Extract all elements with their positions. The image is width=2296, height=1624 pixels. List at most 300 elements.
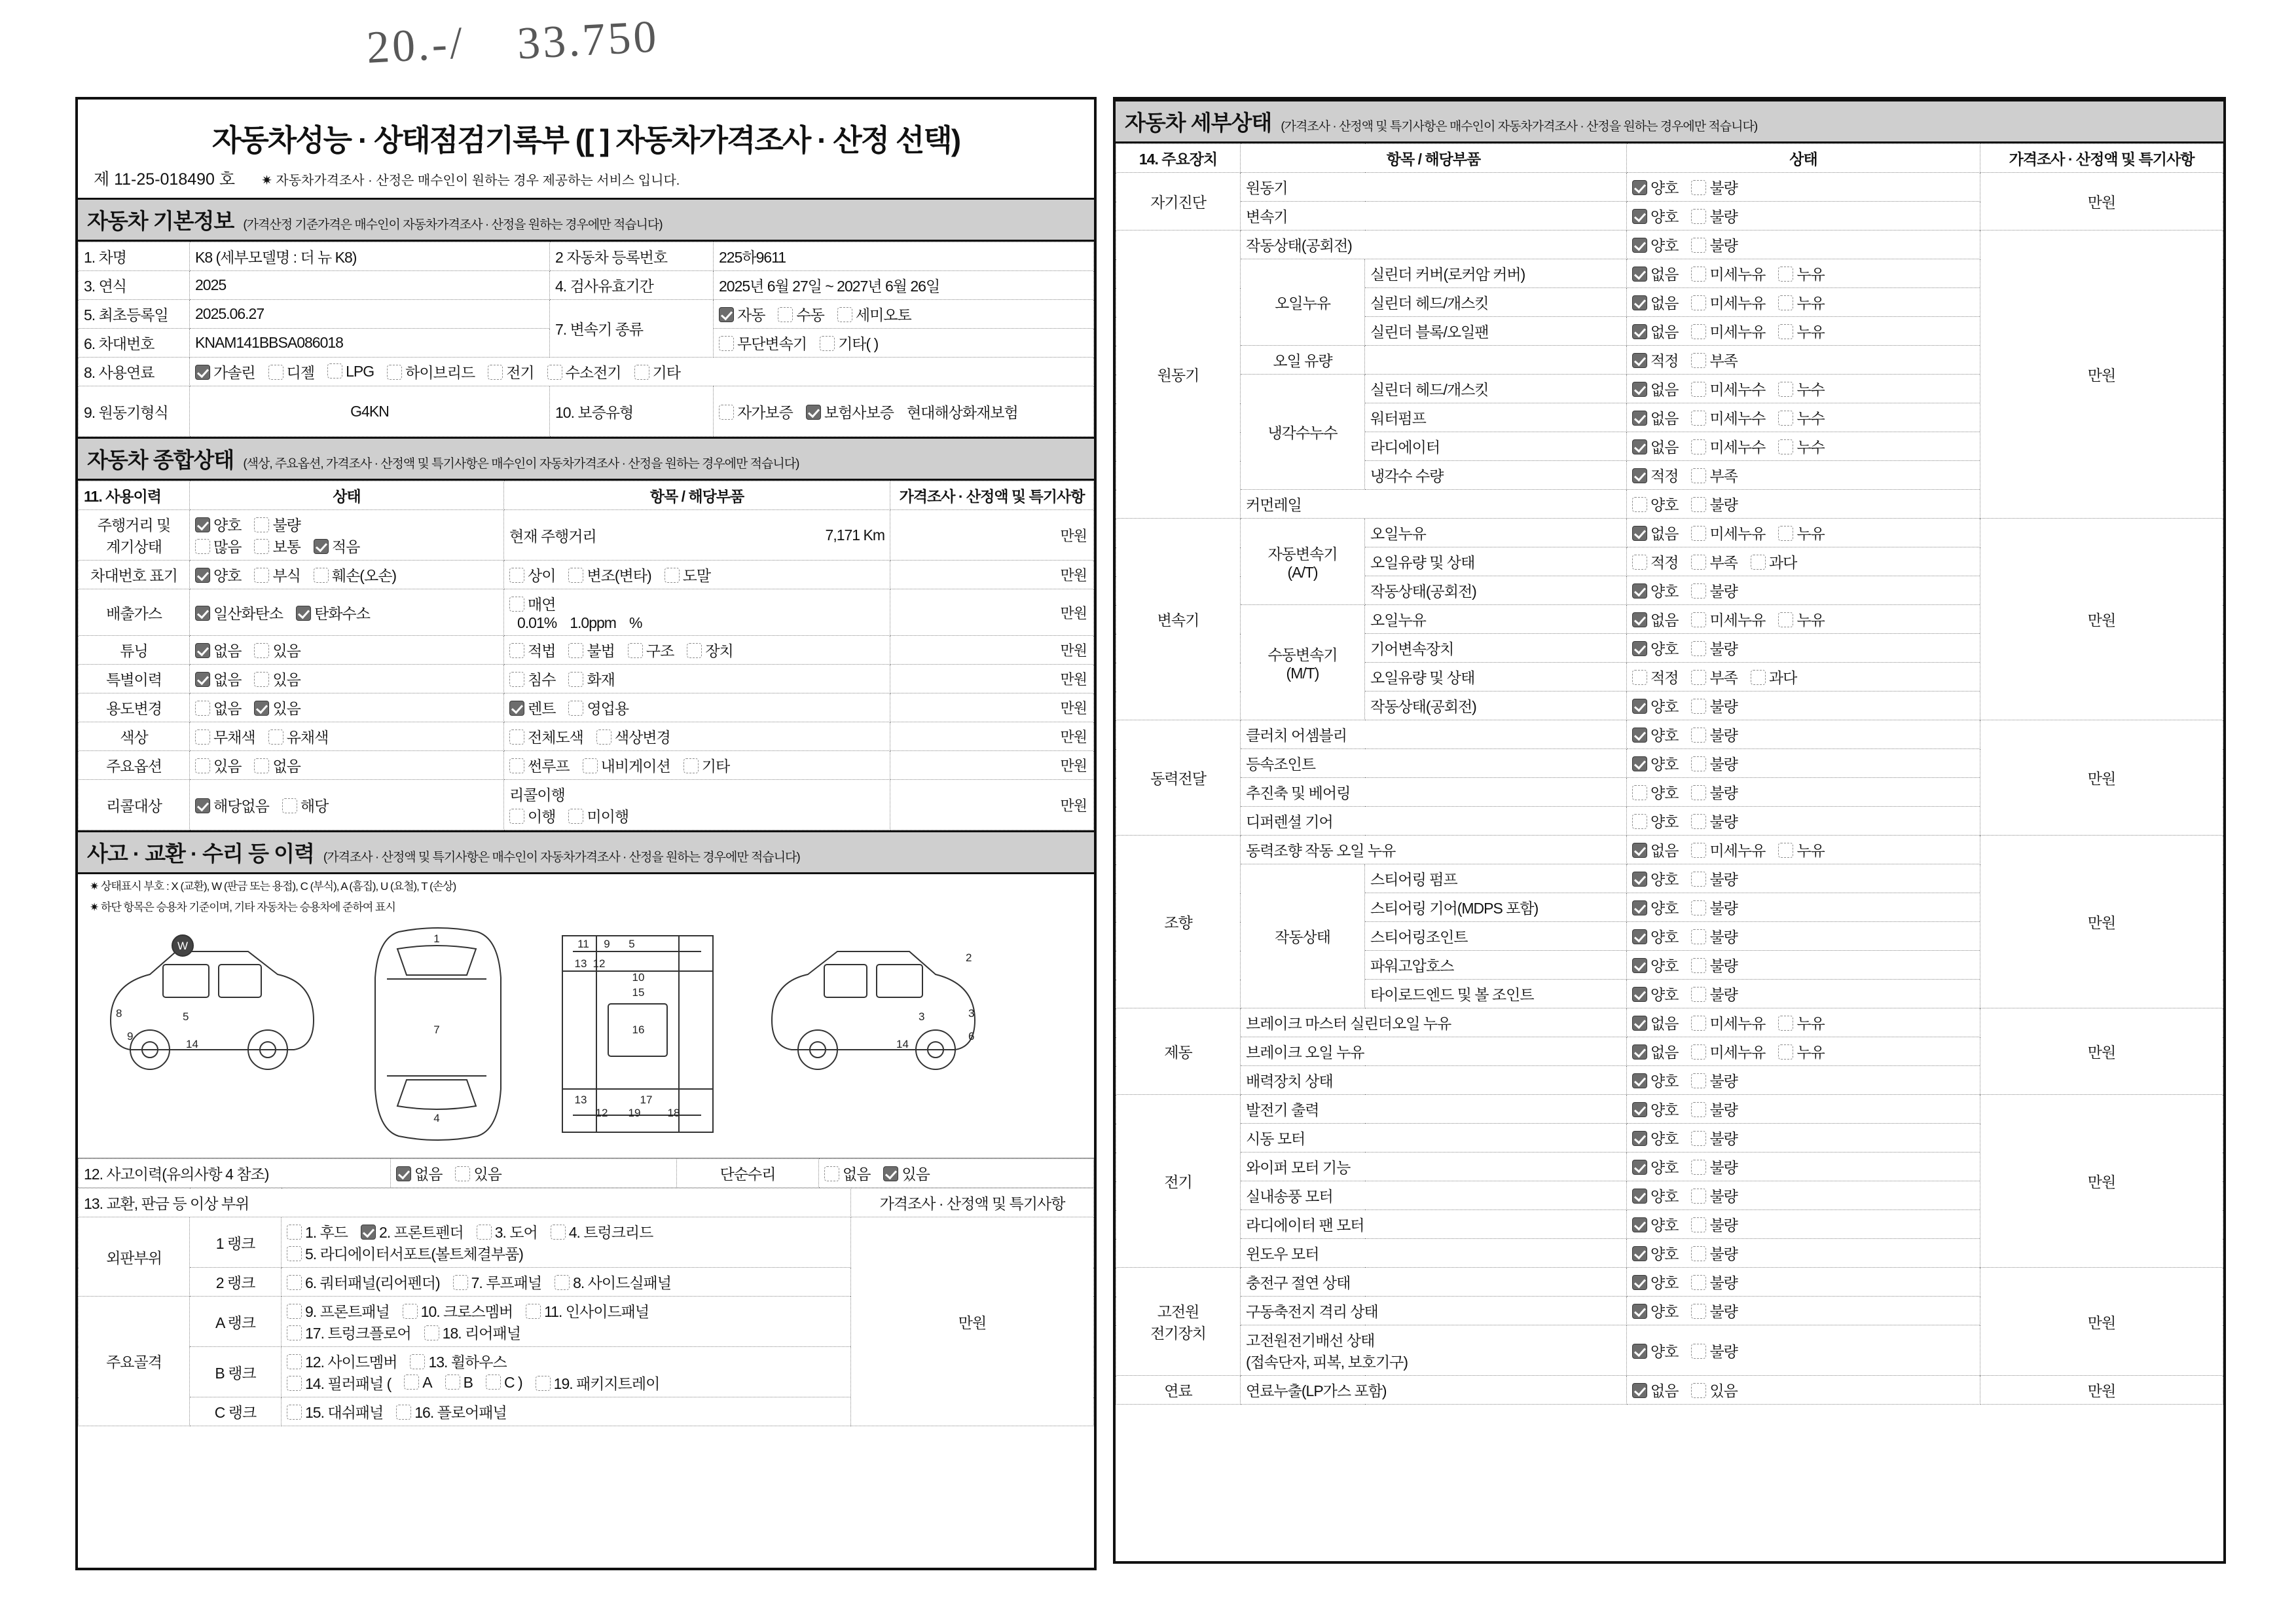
- fuel-전기[interactable]: 전기: [488, 361, 534, 382]
- part-트렁크플로어[interactable]: 17. 트렁크플로어: [287, 1321, 411, 1343]
- detail-state-options[interactable]: [1627, 547, 1980, 576]
- overall-row-state[interactable]: [190, 751, 504, 780]
- detail-state-options[interactable]: [1627, 519, 1980, 547]
- checkbox[interactable]: [254, 701, 269, 716]
- state-있음[interactable]: 있음: [254, 697, 300, 718]
- detail-state-options[interactable]: [1627, 202, 1980, 231]
- checkbox[interactable]: [1632, 1016, 1647, 1031]
- checkbox[interactable]: [683, 758, 699, 773]
- part-플로어패널[interactable]: 16. 플로어패널: [396, 1401, 506, 1422]
- state-없음[interactable]: 없음: [195, 668, 241, 690]
- overall-row-item[interactable]: [504, 780, 890, 830]
- checkbox[interactable]: [1691, 1383, 1706, 1398]
- checkbox[interactable]: [665, 568, 680, 583]
- detail-state-양호[interactable]: 양호: [1632, 781, 1678, 803]
- state-유채색[interactable]: 유채색: [268, 726, 329, 747]
- checkbox[interactable]: [1691, 1016, 1706, 1031]
- checkbox[interactable]: [824, 1166, 839, 1181]
- checkbox[interactable]: [1691, 1246, 1706, 1261]
- detail-state-options[interactable]: [1627, 1268, 1980, 1297]
- checkbox[interactable]: [195, 365, 210, 380]
- checkbox[interactable]: [287, 1405, 302, 1420]
- checkbox[interactable]: [195, 539, 210, 554]
- detail-state-미세누유[interactable]: 미세누유: [1691, 1041, 1765, 1062]
- checkbox[interactable]: [254, 672, 269, 687]
- checkbox[interactable]: [287, 1354, 302, 1369]
- detail-state-적정[interactable]: 적정: [1632, 551, 1678, 572]
- checkbox[interactable]: [1751, 555, 1766, 570]
- detail-state-양호[interactable]: 양호: [1632, 1271, 1678, 1293]
- checkbox[interactable]: [1778, 324, 1793, 339]
- checkbox[interactable]: [1632, 843, 1647, 858]
- checkbox[interactable]: [509, 701, 524, 716]
- simple-repair-있음[interactable]: 있음: [883, 1162, 929, 1184]
- checkbox[interactable]: [1691, 1102, 1706, 1117]
- detail-state-options[interactable]: [1627, 1325, 1980, 1376]
- part-사이드실패널[interactable]: 8. 사이드실패널: [555, 1271, 671, 1293]
- warranty-보험사보증[interactable]: 보험사보증: [806, 401, 894, 422]
- detail-state-누유[interactable]: 누유: [1778, 263, 1824, 284]
- checkbox[interactable]: [1691, 1344, 1706, 1359]
- detail-state-양호[interactable]: 양호: [1632, 234, 1678, 255]
- overall-row-state[interactable]: [190, 693, 504, 722]
- checkbox[interactable]: [254, 758, 269, 773]
- detail-state-options[interactable]: [1627, 1181, 1980, 1210]
- overall-row-item[interactable]: [504, 510, 890, 561]
- checkbox[interactable]: [1632, 785, 1647, 800]
- fuel-가솔린[interactable]: 가솔린: [195, 361, 255, 382]
- checkbox[interactable]: [1632, 324, 1647, 339]
- detail-state-양호[interactable]: 양호: [1632, 205, 1678, 227]
- checkbox[interactable]: [1691, 728, 1706, 743]
- checkbox[interactable]: [1632, 1383, 1647, 1398]
- detail-state-options[interactable]: [1627, 836, 1980, 864]
- checkbox[interactable]: [1691, 526, 1706, 541]
- checkbox[interactable]: [1691, 929, 1706, 944]
- part-쿼터패널리어펜더[interactable]: 6. 쿼터패널(리어펜더): [287, 1271, 440, 1293]
- checkbox[interactable]: [1778, 1044, 1793, 1060]
- checkbox[interactable]: [1691, 497, 1706, 512]
- state-많음[interactable]: 많음: [195, 535, 241, 557]
- checkbox[interactable]: [634, 365, 649, 380]
- checkbox[interactable]: [410, 1354, 425, 1369]
- detail-state-불량[interactable]: 불량: [1691, 1213, 1737, 1235]
- detail-state-누유[interactable]: 누유: [1778, 608, 1824, 630]
- detail-state-없음[interactable]: 없음: [1632, 839, 1678, 860]
- state-해당없음[interactable]: 해당없음: [195, 794, 269, 816]
- detail-state-불량[interactable]: 불량: [1691, 954, 1737, 976]
- detail-state-options[interactable]: [1627, 749, 1980, 778]
- checkbox[interactable]: [396, 1166, 411, 1181]
- detail-state-불량[interactable]: 불량: [1691, 176, 1737, 198]
- detail-state-미세누유[interactable]: 미세누유: [1691, 608, 1765, 630]
- checkbox[interactable]: [1632, 526, 1647, 541]
- detail-state-options[interactable]: [1627, 922, 1980, 951]
- checkbox[interactable]: [1632, 382, 1647, 397]
- checkbox[interactable]: [1632, 295, 1647, 310]
- checkbox[interactable]: [361, 1225, 376, 1240]
- overall-row-state[interactable]: [190, 722, 504, 751]
- detail-state-불량[interactable]: 불량: [1691, 724, 1737, 745]
- detail-state-과다[interactable]: 과다: [1751, 551, 1796, 572]
- overall-row-item[interactable]: [504, 589, 890, 636]
- fuel-수소전기[interactable]: 수소전기: [547, 361, 621, 382]
- checkbox[interactable]: [526, 1304, 541, 1319]
- checkbox[interactable]: [1691, 1217, 1706, 1232]
- detail-state-options[interactable]: [1627, 778, 1980, 807]
- detail-state-적정[interactable]: 적정: [1632, 666, 1678, 688]
- checkbox[interactable]: [568, 701, 583, 716]
- item-불법[interactable]: 불법: [568, 639, 614, 661]
- checkbox[interactable]: [254, 568, 269, 583]
- detail-state-불량[interactable]: 불량: [1691, 896, 1737, 918]
- checkbox[interactable]: [488, 365, 503, 380]
- item-미이행[interactable]: 미이행: [568, 805, 629, 826]
- detail-state-누유[interactable]: 누유: [1778, 291, 1824, 313]
- checkbox[interactable]: [1632, 180, 1647, 195]
- checkbox[interactable]: [1632, 814, 1647, 829]
- detail-state-options[interactable]: [1627, 231, 1980, 259]
- checkbox[interactable]: [1778, 526, 1793, 541]
- checkbox[interactable]: [477, 1225, 492, 1240]
- checkbox[interactable]: [1632, 468, 1647, 483]
- checkbox[interactable]: [195, 758, 210, 773]
- detail-state-options[interactable]: [1627, 634, 1980, 663]
- checkbox[interactable]: [1632, 900, 1647, 915]
- state-있음[interactable]: 있음: [254, 668, 300, 690]
- detail-state-양호[interactable]: 양호: [1632, 752, 1678, 774]
- detail-state-options[interactable]: [1627, 1095, 1980, 1124]
- part-휠하우스[interactable]: 13. 휠하우스: [410, 1350, 506, 1372]
- detail-state-불량[interactable]: 불량: [1691, 493, 1737, 515]
- checkbox[interactable]: [195, 701, 210, 716]
- part-C[interactable]: C ): [486, 1374, 522, 1392]
- transmission-options-row2[interactable]: [714, 329, 1094, 358]
- checkbox[interactable]: [778, 307, 793, 322]
- checkbox[interactable]: [453, 1275, 468, 1290]
- checkbox[interactable]: [1691, 843, 1706, 858]
- detail-state-options[interactable]: [1627, 807, 1980, 836]
- checkbox[interactable]: [509, 729, 524, 745]
- detail-state-불량[interactable]: 불량: [1691, 1242, 1737, 1264]
- detail-state-options[interactable]: [1627, 259, 1980, 288]
- detail-state-options[interactable]: [1627, 432, 1980, 461]
- detail-state-미세누유[interactable]: 미세누유: [1691, 263, 1765, 284]
- exchange-parts[interactable]: [282, 1397, 851, 1426]
- detail-state-과다[interactable]: 과다: [1751, 666, 1796, 688]
- checkbox[interactable]: [1778, 295, 1793, 310]
- state-양호[interactable]: 양호: [195, 564, 241, 585]
- detail-state-불량[interactable]: 불량: [1691, 234, 1737, 255]
- detail-state-options[interactable]: [1627, 576, 1980, 605]
- detail-state-없음[interactable]: 없음: [1632, 378, 1678, 399]
- checkbox[interactable]: [568, 809, 583, 824]
- exchange-parts[interactable]: [282, 1347, 851, 1397]
- checkbox[interactable]: [282, 798, 297, 813]
- part-리어패널[interactable]: 18. 리어패널: [424, 1321, 520, 1343]
- checkbox[interactable]: [583, 758, 598, 773]
- checkbox[interactable]: [1691, 468, 1706, 483]
- checkbox[interactable]: [1691, 209, 1706, 224]
- state-해당[interactable]: 해당: [282, 794, 328, 816]
- item-상이[interactable]: 상이: [509, 564, 555, 585]
- checkbox[interactable]: [555, 1275, 570, 1290]
- checkbox[interactable]: [1632, 1189, 1647, 1204]
- detail-state-적정[interactable]: 적정: [1632, 464, 1678, 486]
- detail-state-없음[interactable]: 없음: [1632, 522, 1678, 544]
- checkbox[interactable]: [1632, 670, 1647, 685]
- detail-state-양호[interactable]: 양호: [1632, 810, 1678, 832]
- accident-있음[interactable]: 있음: [455, 1162, 501, 1184]
- checkbox[interactable]: [1691, 670, 1706, 685]
- checkbox[interactable]: [1691, 267, 1706, 282]
- checkbox[interactable]: [387, 365, 402, 380]
- checkbox[interactable]: [1691, 1304, 1706, 1319]
- checkbox[interactable]: [1632, 353, 1647, 368]
- detail-state-불량[interactable]: 불량: [1691, 1098, 1737, 1120]
- item-구조[interactable]: 구조: [628, 639, 674, 661]
- detail-state-양호[interactable]: 양호: [1632, 695, 1678, 716]
- state-탄화수소[interactable]: 탄화수소: [296, 602, 370, 623]
- detail-state-없음[interactable]: 없음: [1632, 407, 1678, 428]
- checkbox[interactable]: [1691, 900, 1706, 915]
- checkbox[interactable]: [1632, 267, 1647, 282]
- detail-state-양호[interactable]: 양호: [1632, 580, 1678, 601]
- checkbox[interactable]: [1691, 785, 1706, 800]
- checkbox[interactable]: [509, 672, 524, 687]
- detail-state-양호[interactable]: 양호: [1632, 1213, 1678, 1235]
- detail-state-불량[interactable]: 불량: [1691, 580, 1737, 601]
- detail-state-누수[interactable]: 누수: [1778, 435, 1824, 457]
- detail-state-없음[interactable]: 없음: [1632, 1379, 1678, 1401]
- detail-state-누유[interactable]: 누유: [1778, 522, 1824, 544]
- checkbox[interactable]: [1691, 324, 1706, 339]
- checkbox[interactable]: [806, 405, 821, 420]
- checkbox[interactable]: [1778, 1016, 1793, 1031]
- detail-state-불량[interactable]: 불량: [1691, 1069, 1737, 1091]
- detail-state-options[interactable]: [1627, 720, 1980, 749]
- detail-state-options[interactable]: [1627, 605, 1980, 634]
- exchange-parts[interactable]: [282, 1297, 851, 1347]
- detail-state-불량[interactable]: 불량: [1691, 810, 1737, 832]
- fuel-options[interactable]: [190, 358, 1094, 386]
- detail-state-options[interactable]: [1627, 1210, 1980, 1239]
- checkbox[interactable]: [1691, 1044, 1706, 1060]
- detail-state-options[interactable]: [1627, 375, 1980, 403]
- checkbox[interactable]: [254, 539, 269, 554]
- detail-state-options[interactable]: [1627, 173, 1980, 202]
- checkbox[interactable]: [268, 729, 283, 745]
- checkbox[interactable]: [268, 365, 283, 380]
- warranty-options[interactable]: [714, 386, 1130, 436]
- exchange-parts[interactable]: [282, 1268, 851, 1297]
- detail-state-양호[interactable]: 양호: [1632, 868, 1678, 889]
- detail-state-양호[interactable]: 양호: [1632, 1340, 1678, 1361]
- overall-row-state[interactable]: [190, 510, 504, 561]
- checkbox[interactable]: [536, 1376, 551, 1391]
- checkbox[interactable]: [1691, 583, 1706, 599]
- checkbox[interactable]: [254, 517, 269, 532]
- part-루프패널[interactable]: 7. 루프패널: [453, 1271, 541, 1293]
- checkbox[interactable]: [1691, 238, 1706, 253]
- detail-state-options[interactable]: [1627, 1239, 1980, 1268]
- part-후드[interactable]: 1. 후드: [287, 1221, 348, 1242]
- detail-state-options[interactable]: [1627, 893, 1980, 922]
- detail-state-적정[interactable]: 적정: [1632, 349, 1678, 371]
- warranty-자가보증[interactable]: 자가보증: [719, 401, 793, 422]
- detail-state-불량[interactable]: 불량: [1691, 925, 1737, 947]
- state-부식[interactable]: 부식: [254, 564, 300, 585]
- checkbox[interactable]: [287, 1225, 302, 1240]
- item-영업용[interactable]: 영업용: [568, 697, 629, 718]
- checkbox[interactable]: [195, 606, 210, 621]
- checkbox[interactable]: [1691, 1073, 1706, 1088]
- simple-repair-없음[interactable]: 없음: [824, 1162, 870, 1184]
- checkbox[interactable]: [195, 672, 210, 687]
- checkbox[interactable]: [195, 643, 210, 658]
- checkbox[interactable]: [596, 729, 611, 745]
- detail-state-불량[interactable]: 불량: [1691, 1185, 1737, 1206]
- fuel-하이브리드[interactable]: 하이브리드: [387, 361, 475, 382]
- detail-state-불량[interactable]: 불량: [1691, 205, 1737, 227]
- detail-state-불량[interactable]: 불량: [1691, 868, 1737, 889]
- item-매연[interactable]: 매연: [509, 593, 555, 614]
- part-프론트펜더[interactable]: 2. 프론트펜더: [361, 1221, 464, 1242]
- checkbox[interactable]: [1778, 382, 1793, 397]
- detail-state-양호[interactable]: 양호: [1632, 1156, 1678, 1177]
- detail-state-options[interactable]: [1627, 288, 1980, 317]
- transmission-수동[interactable]: 수동: [778, 303, 824, 325]
- detail-state-불량[interactable]: 불량: [1691, 1300, 1737, 1321]
- detail-state-누수[interactable]: 누수: [1778, 407, 1824, 428]
- overall-row-item[interactable]: [504, 693, 890, 722]
- detail-state-양호[interactable]: 양호: [1632, 1127, 1678, 1149]
- checkbox[interactable]: [1632, 699, 1647, 714]
- item-내비게이션[interactable]: 내비게이션: [583, 754, 670, 776]
- item-기타[interactable]: 기타: [683, 754, 729, 776]
- checkbox[interactable]: [509, 758, 524, 773]
- checkbox[interactable]: [1691, 1131, 1706, 1146]
- detail-state-양호[interactable]: 양호: [1632, 637, 1678, 659]
- checkbox[interactable]: [1632, 756, 1647, 771]
- detail-state-options[interactable]: [1627, 461, 1980, 490]
- checkbox[interactable]: [1691, 1189, 1706, 1204]
- detail-state-없음[interactable]: 없음: [1632, 263, 1678, 284]
- detail-state-없음[interactable]: 없음: [1632, 1041, 1678, 1062]
- checkbox[interactable]: [1691, 987, 1706, 1002]
- checkbox[interactable]: [455, 1166, 470, 1181]
- checkbox[interactable]: [1632, 497, 1647, 512]
- checkbox[interactable]: [719, 336, 734, 351]
- checkbox[interactable]: [1778, 612, 1793, 627]
- detail-state-불량[interactable]: 불량: [1691, 983, 1737, 1005]
- item-침수[interactable]: 침수: [509, 668, 555, 690]
- checkbox[interactable]: [1632, 641, 1647, 656]
- overall-row-state[interactable]: [190, 589, 504, 636]
- detail-state-미세누유[interactable]: 미세누유: [1691, 1012, 1765, 1033]
- checkbox[interactable]: [296, 606, 311, 621]
- detail-state-options[interactable]: [1627, 1153, 1980, 1181]
- checkbox[interactable]: [1778, 439, 1793, 454]
- item-적법[interactable]: 적법: [509, 639, 555, 661]
- checkbox[interactable]: [1632, 1131, 1647, 1146]
- checkbox[interactable]: [551, 1225, 566, 1240]
- checkbox[interactable]: [719, 307, 734, 322]
- item-도말[interactable]: 도말: [665, 564, 710, 585]
- checkbox[interactable]: [1691, 1160, 1706, 1175]
- checkbox[interactable]: [1691, 641, 1706, 656]
- detail-state-누유[interactable]: 누유: [1778, 1012, 1824, 1033]
- state-없음[interactable]: 없음: [254, 754, 300, 776]
- detail-state-없음[interactable]: 없음: [1632, 291, 1678, 313]
- simple-repair-options[interactable]: [819, 1159, 1094, 1188]
- detail-state-누수[interactable]: 누수: [1778, 378, 1824, 399]
- detail-state-options[interactable]: [1627, 1376, 1980, 1405]
- checkbox[interactable]: [1691, 295, 1706, 310]
- checkbox[interactable]: [1691, 382, 1706, 397]
- fuel-디젤[interactable]: 디젤: [268, 361, 314, 382]
- detail-state-누유[interactable]: 누유: [1778, 839, 1824, 860]
- detail-state-미세누유[interactable]: 미세누유: [1691, 320, 1765, 342]
- checkbox[interactable]: [1691, 756, 1706, 771]
- overall-row-state[interactable]: [190, 561, 504, 589]
- detail-state-미세누수[interactable]: 미세누수: [1691, 407, 1765, 428]
- checkbox[interactable]: [1691, 353, 1706, 368]
- checkbox[interactable]: [195, 568, 210, 583]
- checkbox[interactable]: [327, 363, 342, 378]
- detail-state-불량[interactable]: 불량: [1691, 1271, 1737, 1293]
- accident-없음[interactable]: 없음: [396, 1162, 442, 1184]
- detail-state-누유[interactable]: 누유: [1778, 320, 1824, 342]
- checkbox[interactable]: [509, 568, 524, 583]
- state-있음[interactable]: 있음: [195, 754, 241, 776]
- detail-state-양호[interactable]: 양호: [1632, 724, 1678, 745]
- checkbox[interactable]: [287, 1325, 302, 1340]
- item-색상변경[interactable]: 색상변경: [596, 726, 670, 747]
- checkbox[interactable]: [1632, 1217, 1647, 1232]
- part-사이드멤버[interactable]: 12. 사이드멤버: [287, 1350, 397, 1372]
- transmission-무단변속기[interactable]: 무단변속기: [719, 332, 807, 354]
- checkbox[interactable]: [195, 729, 210, 745]
- overall-row-item[interactable]: [504, 636, 890, 665]
- detail-state-options[interactable]: [1627, 403, 1980, 432]
- checkbox[interactable]: [287, 1376, 302, 1391]
- checkbox[interactable]: [1778, 843, 1793, 858]
- detail-state-미세누유[interactable]: 미세누유: [1691, 291, 1765, 313]
- detail-state-불량[interactable]: 불량: [1691, 781, 1737, 803]
- detail-state-미세누수[interactable]: 미세누수: [1691, 378, 1765, 399]
- checkbox[interactable]: [396, 1405, 411, 1420]
- checkbox[interactable]: [628, 643, 643, 658]
- state-적음[interactable]: 적음: [314, 535, 359, 557]
- checkbox[interactable]: [287, 1304, 302, 1319]
- fuel-LPG[interactable]: LPG: [327, 363, 374, 380]
- detail-state-불량[interactable]: 불량: [1691, 695, 1737, 716]
- detail-state-양호[interactable]: 양호: [1632, 1242, 1678, 1264]
- transmission-자동[interactable]: 자동: [719, 303, 765, 325]
- detail-state-양호[interactable]: 양호: [1632, 954, 1678, 976]
- checkbox[interactable]: [1632, 872, 1647, 887]
- fuel-기타[interactable]: 기타: [634, 361, 680, 382]
- detail-state-양호[interactable]: 양호: [1632, 925, 1678, 947]
- item-썬루프[interactable]: 썬루프: [509, 754, 570, 776]
- checkbox[interactable]: [1632, 209, 1647, 224]
- checkbox[interactable]: [1691, 699, 1706, 714]
- checkbox[interactable]: [1632, 1275, 1647, 1290]
- checkbox[interactable]: [1691, 411, 1706, 426]
- checkbox[interactable]: [1751, 670, 1766, 685]
- detail-state-불량[interactable]: 불량: [1691, 1127, 1737, 1149]
